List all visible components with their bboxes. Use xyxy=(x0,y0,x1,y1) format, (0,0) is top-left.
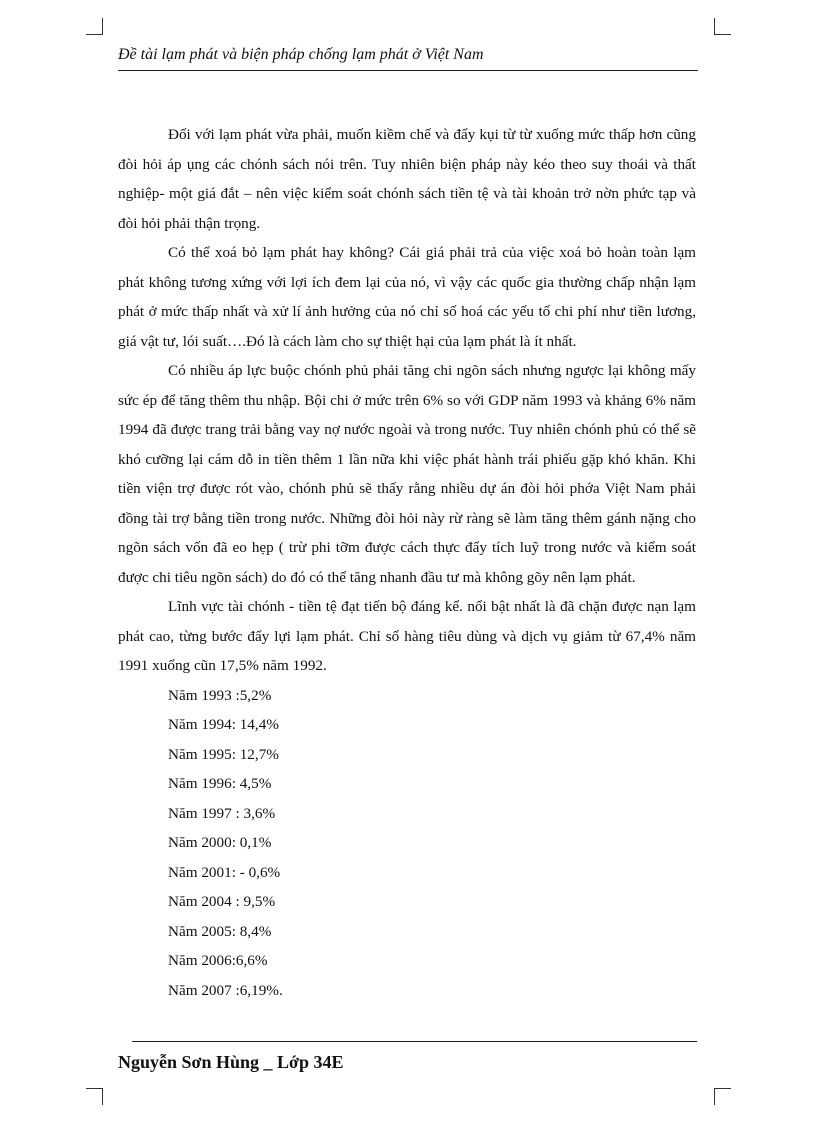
list-item: Năm 1996: 4,5% xyxy=(168,775,272,792)
document-body xyxy=(118,120,696,1005)
paragraph: Lĩnh vực tài chónh - tiền tệ đạt tiến bộ đáng kể. nổi bật nhất là đã chặn được nạn lạm phát cao, từng bước đẩy lựi lạm phát. Chỉ số hàng tiêu dùng và dịch vụ giảm từ 67,4% năm 1991 xuống cũn 17,5% năm 1992. xyxy=(118,598,696,674)
running-header: Đề tài lạm phát và biện pháp chống lạm phát ở Việt Nam xyxy=(118,46,698,71)
list-item: Năm 1994: 14,4% xyxy=(168,716,279,733)
crop-mark-bottom-left xyxy=(86,1088,103,1105)
paragraph: Có thể xoá bỏ lạm phát hay không? Cái giá phải trả của việc xoá bỏ hoàn toàn lạm phát không tương xứng với lợi ích đem lại của nó, vì vậy các quốc gia thường chấp nhận lạm phát ở mức thấp nhất và xử lí ảnh hưởng của nó chỉ số hoá các yếu tố chi phí như tiền lương, giá vật tư, lói suất….Đó là cách làm cho sự thiệt hại của lạm phát là ít nhất. xyxy=(118,244,696,350)
list-item: Năm 2000: 0,1% xyxy=(168,834,272,851)
paragraph: Có nhiều áp lực buộc chónh phủ phải tăng chi ngõn sách nhưng ngược lại không mấy sức ép để tăng thêm thu nhập. Bội chi ở mức trên 6% so với GDP năm 1993 và khảng 6% năm 1994 đã được trang trải bằng vay nợ nước ngoài và trong nước. Tuy nhiên chónh phủ có thể sẽ khó cưỡng lại cám dỗ in tiền thêm 1 lần nữa khi việc phát hành trái phiếu gặp khó khăn. Khi tiền viện trợ được rót vào, chónh phủ sẽ thấy rằng nhiều dự án đòi hỏi phớa Việt Nam phải đồng tài trợ bằng tiền trong nước. Những đòi hỏi này rừ ràng sẽ làm tăng thêm gánh nặng cho ngõn sách vốn đã eo hẹp ( trừ phi tỡm được cách thực đẩy tích luỹ trong nước và kiểm soát được chi tiêu ngõn sách) do đó có thể tăng nhanh đầu tư mà không gõy nên lạm phát. xyxy=(118,362,696,586)
list-item: Năm 2005: 8,4% xyxy=(168,922,272,940)
crop-mark-bottom-right xyxy=(714,1088,731,1105)
running-footer: Nguyễn Sơn Hùng _ Lớp 34E xyxy=(118,1052,344,1072)
list-item: Năm 2006:6,6% xyxy=(168,952,268,969)
inflation-by-year-list xyxy=(118,681,696,1006)
footer-divider xyxy=(132,1041,697,1042)
paragraph: Đối với lạm phát vừa phải, muốn kiềm chế và đẩy kụi từ từ xuống mức thấp hơn cũng đòi hỏi áp ụng các chónh sách nói trên. Tuy nhiên biện pháp này kéo theo suy thoái và thất nghiệp- một giá đắt – nên việc kiểm soát chónh sách tiền tệ và tài khoản trở nờn phức tạp và đòi hỏi phải thận trọng. xyxy=(118,126,696,232)
list-item: Năm 2004 : 9,5% xyxy=(168,893,276,910)
list-item: Năm 2007 :6,19%. xyxy=(168,981,283,999)
list-item: Năm 1993 :5,2% xyxy=(168,686,272,704)
crop-mark-top-left xyxy=(86,18,103,35)
list-item: Năm 1997 : 3,6% xyxy=(168,804,276,822)
list-item: Năm 2001: - 0,6% xyxy=(168,863,281,881)
crop-mark-top-right xyxy=(714,18,731,35)
list-item: Năm 1995: 12,7% xyxy=(168,745,279,763)
